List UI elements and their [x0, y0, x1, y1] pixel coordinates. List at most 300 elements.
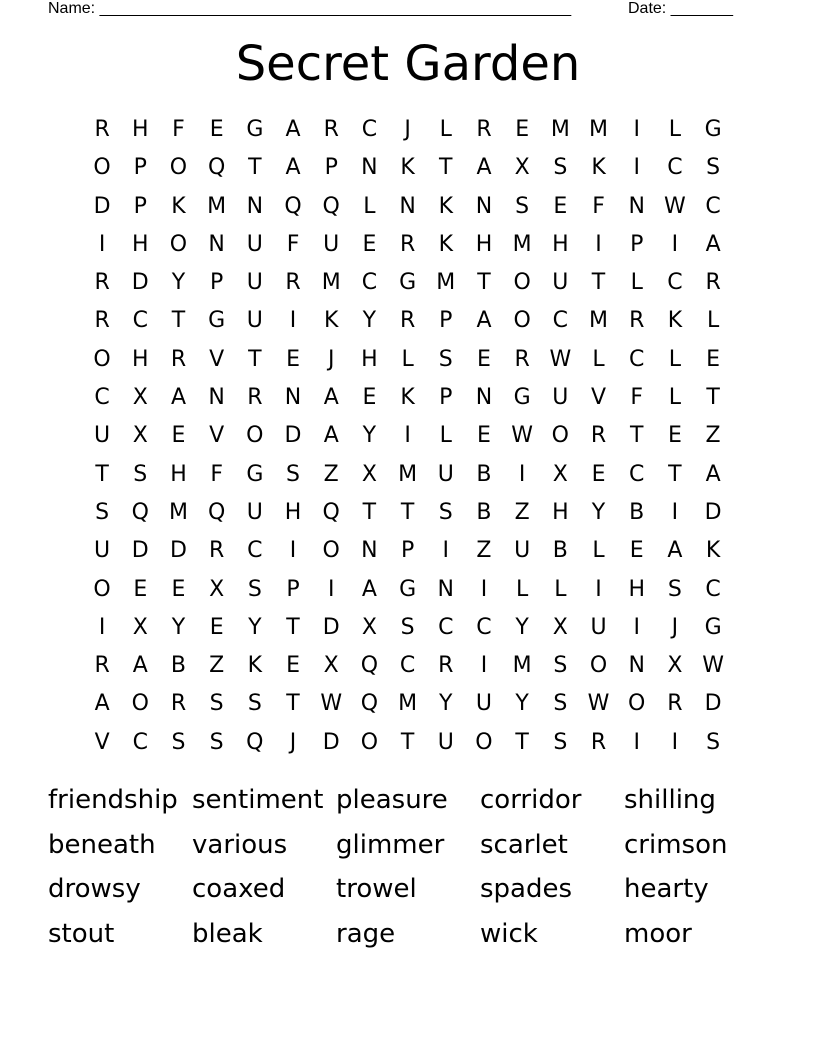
- grid-letter: L: [516, 576, 529, 602]
- word-list-item: pleasure: [336, 785, 448, 815]
- word-list-item: trowel: [336, 874, 417, 905]
- grid-letter: R: [247, 385, 263, 411]
- grid-letter: K: [171, 193, 186, 219]
- grid-letter: I: [633, 614, 640, 640]
- grid-letter: S: [286, 461, 301, 487]
- grid-letter: Y: [362, 423, 377, 449]
- grid-letter: O: [93, 346, 111, 372]
- grid-letter: P: [133, 155, 147, 181]
- grid-letter: Z: [323, 461, 339, 487]
- word-list-item: shilling: [624, 785, 716, 815]
- grid-letter: D: [131, 270, 149, 296]
- grid-letter: Q: [360, 691, 379, 717]
- grid-letter: P: [133, 193, 147, 219]
- grid-letter: E: [515, 117, 530, 142]
- grid-letter: M: [398, 691, 418, 717]
- grid-letter: O: [475, 729, 493, 755]
- grid-letter: R: [399, 231, 416, 257]
- grid-letter: I: [595, 576, 602, 602]
- grid-letter: G: [399, 270, 417, 296]
- grid-letter: S: [553, 653, 568, 679]
- grid-letter: Q: [284, 193, 302, 219]
- grid-letter: K: [667, 308, 683, 334]
- grid-letter: P: [400, 538, 415, 564]
- grid-letter: S: [553, 155, 568, 181]
- grid-letter: H: [552, 499, 569, 525]
- grid-letter: K: [438, 231, 453, 257]
- grid-letter: R: [170, 346, 187, 372]
- grid-letter: G: [246, 117, 264, 142]
- grid-letter: L: [668, 117, 682, 142]
- grid-letter: U: [246, 231, 263, 257]
- grid-letter: C: [705, 193, 721, 219]
- grid-letter: N: [361, 155, 378, 181]
- grid-letter: Y: [171, 614, 186, 640]
- grid-letter: K: [324, 308, 339, 334]
- grid-letter: H: [284, 499, 302, 525]
- grid-letter: N: [628, 193, 645, 219]
- grid-row: [83, 417, 733, 455]
- letter-grid: [83, 111, 733, 762]
- grid-letter: U: [437, 729, 454, 755]
- grid-letter: L: [439, 423, 452, 449]
- grid-letter: M: [512, 653, 532, 679]
- grid-letter: O: [628, 691, 646, 717]
- grid-letter: F: [172, 117, 185, 142]
- grid-letter: R: [438, 653, 454, 679]
- grid-letter: L: [668, 385, 682, 411]
- grid-letter: O: [131, 691, 149, 717]
- grid-letter: I: [480, 653, 488, 679]
- grid-letter: X: [361, 461, 377, 487]
- word-list-item: drowsy: [48, 874, 141, 905]
- grid-row: [83, 647, 733, 685]
- grid-letter: C: [361, 117, 378, 142]
- grid-letter: I: [671, 231, 679, 257]
- grid-letter: L: [363, 193, 376, 219]
- grid-letter: U: [437, 461, 454, 487]
- grid-letter: T: [591, 270, 606, 296]
- grid-row: [83, 609, 733, 647]
- grid-letter: Y: [248, 614, 262, 640]
- grid-letter: M: [589, 117, 609, 142]
- word-list-item: wick: [480, 919, 538, 950]
- grid-letter: Y: [362, 308, 377, 334]
- grid-letter: Q: [246, 729, 264, 755]
- grid-row: [83, 264, 733, 302]
- grid-letter: I: [289, 538, 297, 564]
- grid-letter: C: [476, 614, 492, 640]
- grid-letter: V: [591, 385, 607, 411]
- grid-letter: C: [132, 729, 148, 755]
- grid-letter: D: [169, 538, 187, 564]
- grid-letter: S: [171, 729, 186, 755]
- grid-letter: S: [95, 499, 110, 525]
- grid-letter: R: [94, 308, 110, 334]
- grid-letter: H: [170, 461, 187, 487]
- grid-letter: C: [667, 270, 683, 296]
- grid-letter: A: [705, 461, 721, 487]
- grid-letter: C: [361, 270, 378, 296]
- grid-letter: P: [439, 308, 453, 334]
- grid-letter: A: [361, 576, 377, 602]
- grid-letter: Q: [322, 193, 340, 219]
- grid-letter: S: [247, 691, 262, 717]
- grid-letter: R: [323, 117, 339, 142]
- grid-letter: A: [476, 308, 492, 334]
- grid-letter: Z: [209, 653, 225, 679]
- word-list-item: hearty: [624, 874, 709, 905]
- grid-letter: J: [327, 346, 335, 372]
- grid-letter: E: [629, 538, 644, 564]
- grid-letter: F: [210, 461, 223, 487]
- grid-letter: K: [400, 155, 415, 181]
- grid-letter: E: [286, 346, 300, 372]
- grid-letter: D: [284, 423, 302, 449]
- grid-letter: D: [322, 729, 340, 755]
- grid-letter: U: [323, 231, 340, 257]
- grid-letter: N: [437, 576, 455, 602]
- grid-letter: L: [706, 308, 720, 334]
- grid-row: [83, 724, 733, 762]
- grid-letter: N: [399, 193, 416, 219]
- grid-letter: E: [362, 385, 377, 411]
- grid-letter: T: [515, 729, 529, 755]
- grid-letter: C: [667, 155, 683, 181]
- grid-letter: I: [327, 576, 335, 602]
- grid-row: [83, 188, 733, 226]
- grid-letter: T: [95, 461, 109, 487]
- grid-letter: P: [630, 231, 644, 257]
- grid-letter: H: [628, 576, 645, 602]
- word-list-item: crimson: [624, 829, 728, 860]
- grid-letter: C: [552, 308, 569, 334]
- grid-letter: R: [94, 653, 110, 679]
- word-list: [48, 780, 768, 959]
- grid-letter: X: [361, 614, 377, 640]
- grid-letter: S: [209, 729, 224, 755]
- word-list-item: various: [192, 829, 288, 860]
- grid-letter: T: [439, 155, 453, 181]
- grid-letter: R: [399, 308, 416, 334]
- grid-letter: X: [514, 155, 530, 181]
- grid-letter: D: [93, 193, 111, 219]
- grid-row: [83, 302, 733, 340]
- grid-letter: T: [400, 729, 415, 755]
- word-list-item: friendship: [48, 785, 178, 815]
- grid-letter: T: [477, 270, 491, 296]
- grid-letter: C: [705, 576, 721, 602]
- grid-letter: E: [209, 614, 224, 640]
- grid-letter: R: [629, 308, 645, 334]
- grid-letter: A: [705, 231, 721, 257]
- grid-letter: F: [592, 193, 605, 219]
- grid-letter: I: [480, 576, 488, 602]
- grid-letter: O: [246, 423, 264, 449]
- grid-letter: C: [438, 614, 454, 640]
- grid-letter: Y: [515, 614, 529, 640]
- grid-letter: I: [289, 308, 297, 334]
- grid-letter: S: [667, 576, 682, 602]
- grid-letter: R: [170, 691, 187, 717]
- grid-letter: U: [475, 691, 493, 717]
- grid-letter: R: [667, 691, 683, 717]
- grid-letter: J: [404, 117, 411, 142]
- grid-letter: H: [132, 117, 149, 142]
- grid-letter: C: [94, 385, 110, 411]
- grid-letter: T: [400, 499, 415, 525]
- grid-letter: W: [664, 193, 686, 219]
- grid-letter: I: [404, 423, 411, 449]
- grid-letter: U: [590, 614, 607, 640]
- grid-letter: I: [633, 155, 640, 181]
- word-list-item: corridor: [480, 785, 582, 815]
- grid-letter: E: [477, 346, 491, 372]
- grid-letter: S: [438, 499, 453, 525]
- grid-letter: I: [98, 231, 106, 257]
- date-field-label: Date: _______: [628, 0, 733, 17]
- grid-letter: X: [209, 576, 225, 602]
- grid-letter: Q: [360, 653, 379, 679]
- grid-row: [83, 341, 733, 379]
- grid-letter: I: [442, 538, 450, 564]
- grid-letter: N: [475, 193, 493, 219]
- grid-letter: C: [399, 653, 416, 679]
- grid-letter: N: [246, 193, 264, 219]
- grid-letter: A: [170, 385, 186, 411]
- grid-letter: Z: [514, 499, 530, 525]
- grid-letter: Z: [476, 538, 492, 564]
- word-list-item: scarlet: [480, 829, 568, 860]
- grid-letter: X: [132, 385, 148, 411]
- grid-letter: J: [671, 614, 679, 640]
- grid-letter: E: [706, 346, 721, 372]
- grid-letter: R: [94, 117, 110, 142]
- grid-letter: S: [515, 193, 530, 219]
- grid-letter: D: [322, 614, 340, 640]
- word-list-item: rage: [336, 919, 396, 950]
- grid-letter: L: [630, 270, 643, 296]
- grid-letter: O: [551, 423, 569, 449]
- grid-letter: M: [550, 117, 570, 142]
- grid-letter: S: [553, 691, 568, 717]
- grid-letter: R: [590, 423, 607, 449]
- grid-letter: I: [671, 499, 679, 525]
- grid-letter: S: [706, 155, 721, 181]
- grid-letter: R: [514, 346, 530, 372]
- grid-letter: P: [210, 270, 224, 296]
- grid-letter: N: [208, 231, 225, 257]
- grid-row: [83, 456, 733, 494]
- grid-letter: A: [667, 538, 683, 564]
- grid-letter: U: [94, 538, 111, 564]
- grid-letter: B: [629, 499, 645, 525]
- grid-letter: S: [247, 576, 262, 602]
- grid-letter: N: [361, 538, 378, 564]
- grid-letter: T: [629, 423, 644, 449]
- grid-letter: O: [513, 308, 531, 334]
- grid-letter: T: [248, 346, 262, 372]
- grid-letter: O: [93, 576, 111, 602]
- grid-letter: A: [285, 155, 301, 181]
- grid-letter: O: [93, 155, 111, 181]
- grid-letter: E: [171, 423, 186, 449]
- grid-row: [83, 494, 733, 532]
- grid-letter: H: [475, 231, 493, 257]
- grid-letter: E: [171, 576, 186, 602]
- grid-letter: O: [169, 231, 188, 257]
- grid-letter: S: [438, 346, 453, 372]
- grid-letter: R: [285, 270, 301, 296]
- grid-letter: A: [285, 117, 301, 142]
- grid-letter: H: [132, 346, 149, 372]
- grid-letter: L: [592, 346, 605, 372]
- grid-letter: I: [518, 461, 526, 487]
- grid-letter: P: [286, 576, 300, 602]
- grid-letter: M: [168, 499, 188, 525]
- grid-letter: S: [209, 691, 224, 717]
- grid-letter: L: [592, 538, 605, 564]
- grid-letter: R: [209, 538, 225, 564]
- grid-letter: L: [401, 346, 414, 372]
- grid-letter: G: [208, 308, 226, 334]
- grid-letter: N: [284, 385, 302, 411]
- grid-letter: V: [209, 346, 225, 372]
- grid-letter: X: [132, 423, 148, 449]
- grid-row: [83, 532, 733, 570]
- grid-letter: U: [246, 308, 263, 334]
- grid-letter: A: [132, 653, 148, 679]
- grid-letter: Y: [171, 270, 186, 296]
- grid-letter: B: [476, 461, 492, 487]
- grid-letter: T: [362, 499, 377, 525]
- grid-row: [83, 571, 733, 609]
- grid-letter: T: [286, 614, 300, 640]
- grid-letter: I: [98, 614, 106, 640]
- grid-letter: U: [246, 499, 263, 525]
- grid-letter: W: [549, 346, 572, 372]
- grid-row: [83, 685, 733, 723]
- grid-letter: B: [476, 499, 492, 525]
- grid-letter: S: [553, 729, 568, 755]
- grid-letter: M: [436, 270, 456, 296]
- grid-letter: G: [704, 117, 722, 142]
- name-field-label: Name: _____________________________________________________: [48, 0, 572, 17]
- grid-row: [83, 149, 733, 187]
- grid-letter: G: [246, 461, 264, 487]
- grid-letter: E: [286, 653, 300, 679]
- grid-letter: B: [552, 538, 568, 564]
- grid-letter: H: [552, 231, 569, 257]
- grid-row: [83, 379, 733, 417]
- grid-letter: D: [131, 538, 149, 564]
- grid-letter: B: [170, 653, 187, 679]
- grid-letter: J: [289, 729, 297, 755]
- grid-letter: I: [595, 231, 602, 257]
- grid-letter: O: [322, 538, 340, 564]
- grid-letter: Z: [705, 423, 721, 449]
- grid-letter: A: [94, 691, 110, 717]
- grid-letter: T: [668, 461, 682, 487]
- page-title: Secret Garden: [235, 36, 581, 92]
- grid-letter: Q: [322, 499, 340, 525]
- grid-letter: U: [552, 385, 569, 411]
- grid-letter: H: [361, 346, 378, 372]
- grid-letter: R: [590, 729, 607, 755]
- grid-letter: Q: [207, 499, 226, 525]
- grid-letter: M: [321, 270, 341, 296]
- grid-letter: A: [323, 423, 339, 449]
- word-list-item: sentiment: [192, 785, 324, 815]
- grid-letter: F: [630, 385, 644, 411]
- grid-letter: N: [475, 385, 493, 411]
- grid-letter: D: [704, 691, 722, 717]
- grid-row: [83, 226, 733, 264]
- grid-letter: A: [323, 385, 339, 411]
- grid-letter: C: [629, 346, 645, 372]
- word-list-item: spades: [480, 874, 573, 905]
- grid-letter: K: [705, 538, 721, 564]
- grid-letter: O: [589, 653, 608, 679]
- grid-letter: U: [94, 423, 111, 449]
- grid-letter: E: [591, 461, 606, 487]
- grid-letter: E: [362, 231, 377, 257]
- grid-letter: N: [208, 385, 225, 411]
- grid-letter: L: [554, 576, 567, 602]
- grid-letter: N: [628, 653, 645, 679]
- grid-letter: F: [286, 231, 300, 257]
- grid-letter: O: [513, 270, 531, 296]
- grid-letter: S: [400, 614, 415, 640]
- grid-letter: Y: [515, 691, 529, 717]
- grid-letter: X: [667, 653, 683, 679]
- grid-letter: X: [132, 614, 148, 640]
- grid-letter: W: [702, 653, 724, 679]
- grid-letter: K: [438, 193, 453, 219]
- word-list-item: stout: [48, 919, 115, 950]
- grid-letter: G: [513, 385, 531, 411]
- word-list-item: coaxed: [192, 874, 286, 905]
- grid-letter: R: [94, 270, 110, 296]
- grid-letter: E: [667, 423, 682, 449]
- grid-letter: R: [705, 270, 721, 296]
- grid-letter: A: [476, 155, 492, 181]
- grid-letter: X: [552, 614, 568, 640]
- grid-row: [83, 111, 733, 149]
- grid-letter: X: [323, 653, 339, 679]
- grid-letter: G: [399, 576, 417, 602]
- grid-letter: M: [512, 231, 532, 257]
- grid-letter: S: [706, 729, 721, 755]
- grid-letter: T: [706, 385, 720, 411]
- grid-letter: W: [511, 423, 534, 449]
- grid-letter: L: [439, 117, 452, 142]
- grid-letter: E: [553, 193, 568, 219]
- grid-letter: X: [552, 461, 568, 487]
- grid-letter: R: [476, 117, 492, 142]
- grid-letter: Q: [131, 499, 149, 525]
- grid-letter: U: [514, 538, 531, 564]
- grid-letter: M: [589, 308, 609, 334]
- grid-letter: T: [248, 155, 262, 181]
- word-list-item: moor: [624, 919, 692, 950]
- grid-letter: C: [132, 308, 148, 334]
- word-list-item: glimmer: [336, 829, 445, 860]
- grid-letter: P: [324, 155, 338, 181]
- grid-letter: E: [477, 423, 491, 449]
- grid-letter: D: [704, 499, 722, 525]
- grid-letter: W: [587, 691, 610, 717]
